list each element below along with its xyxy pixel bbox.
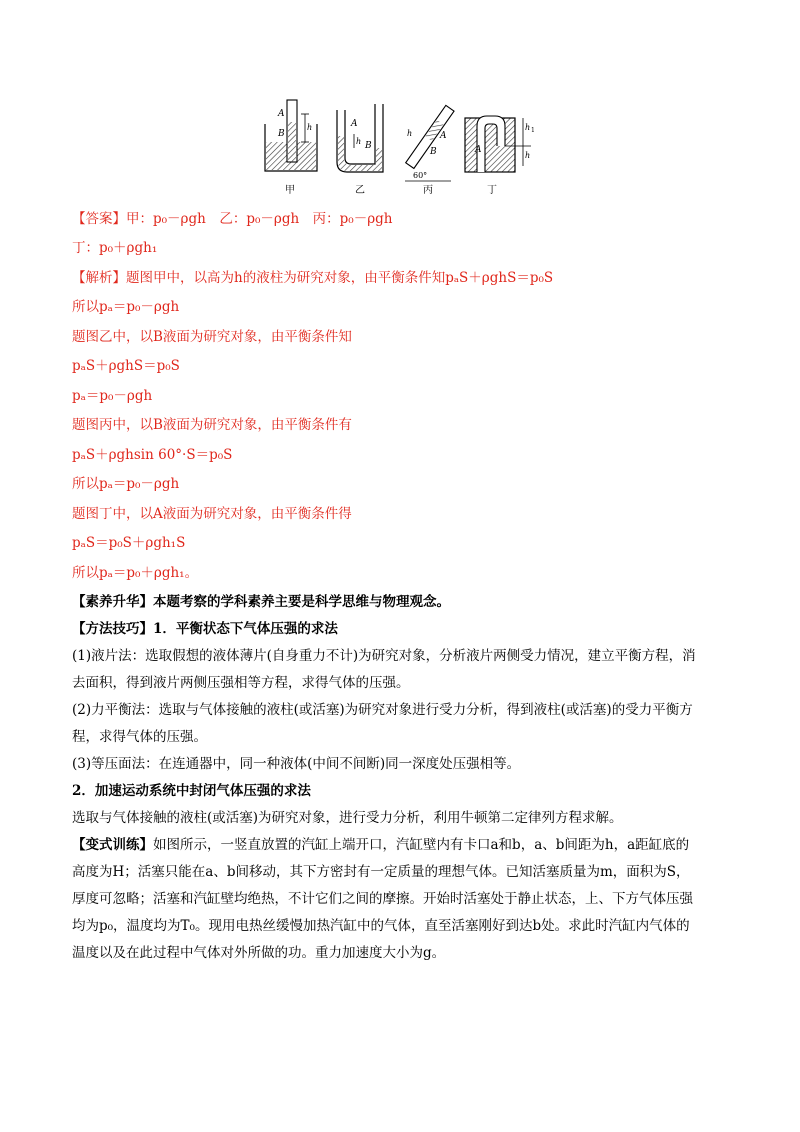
answer-line-2: 丁：p₀＋ρgh₁ <box>72 240 158 256</box>
diagram-bing <box>405 105 454 181</box>
caption-ding: 丁 <box>487 185 497 196</box>
exercise-line-4: 均为p₀，温度均为T₀。现用电热丝缓慢加热汽缸中的气体，直至活塞刚好到达b处。求此时汽缸内气体的 <box>72 918 690 934</box>
exercise-line-3: 厚度可忽略；活塞和汽缸壁均绝热，不计它们之间的摩擦。开始时活塞处于静止状态，上、下方气体压强 <box>72 891 693 907</box>
caption-jia: 甲 <box>285 185 295 196</box>
analysis-line-8: 所以pₐ＝p₀－ρgh <box>72 476 180 492</box>
method-title-2: 2．加速运动系统中封闭气体压强的求法 <box>72 783 311 799</box>
caption-bing: 丙 <box>423 185 433 196</box>
ding-label-h1: h <box>525 123 531 132</box>
analysis-line-2: 所以pₐ＝p₀－ρgh <box>72 299 180 315</box>
answer-text-1: 甲：p₀－ρgh 乙：p₀－ρgh 丙：p₀－ρgh <box>126 211 393 227</box>
jia-label-a: A <box>278 109 285 119</box>
exercise-line-2: 高度为H；活塞只能在a、b间移动，其下方密封有一定质量的理想气体。已知活塞质量为m，面积为S， <box>72 864 690 880</box>
jia-label-b: B <box>278 129 285 139</box>
pressure-diagrams-figure <box>255 96 545 196</box>
bing-label-b: B <box>430 147 437 157</box>
analysis-line-7: pₐS＋ρghsin 60°·S＝p₀S <box>72 447 233 463</box>
diagram-yi <box>337 104 383 172</box>
bing-label-angle: 60° <box>413 171 428 180</box>
analysis-line-11: 所以pₐ＝p₀＋ρgh₁。 <box>72 565 199 581</box>
method-p1-line-1: (1)液片法：选取假想的液体薄片(自身重力不计)为研究对象，分析液片两侧受力情况，建立平衡方程，消 <box>72 648 696 664</box>
bing-label-a: A <box>440 131 447 141</box>
analysis-line-9: 题图丁中，以A液面为研究对象，由平衡条件得 <box>72 506 352 522</box>
answer-tag: 【答案】 <box>72 211 126 227</box>
method-p4: 选取与气体接触的液柱(或活塞)为研究对象，进行受力分析，利用牛顿第二定律列方程求解。 <box>72 810 623 826</box>
caption-yi: 乙 <box>355 185 365 196</box>
ding-label-a: A <box>475 145 482 155</box>
ding-label-h: h <box>525 151 531 160</box>
jia-label-h: h <box>307 123 313 132</box>
exercise-text-1: 如图所示，一竖直放置的汽缸上端开口，汽缸壁内有卡口a和b，a、b间距为h，a距缸底的 <box>153 837 690 853</box>
ding-label-sub1: 1 <box>531 127 535 134</box>
method-title: 【方法技巧】1．平衡状态下气体压强的求法 <box>72 621 338 637</box>
exercise-line-1 <box>72 835 689 855</box>
exercise-line-5: 温度以及在此过程中气体对外所做的功。重力加速度大小为g。 <box>72 945 446 961</box>
method-p1-line-2: 去面积，得到液片两侧压强相等方程，求得气体的压强。 <box>72 675 410 691</box>
analysis-text-1: 题图甲中，以高为h的液柱为研究对象，由平衡条件知pₐS＋ρghS＝p₀S <box>126 270 554 286</box>
analysis-tag: 【解析】 <box>72 270 126 286</box>
analysis-line-4: pₐS＋ρghS＝p₀S <box>72 358 180 374</box>
analysis-line-10: pₐS＝p₀S＋ρgh₁S <box>72 535 186 551</box>
analysis-line-6: 题图丙中，以B液面为研究对象，由平衡条件有 <box>72 417 352 433</box>
yi-label-h: h <box>356 137 362 146</box>
answer-line-1 <box>72 209 392 229</box>
method-p3: (3)等压面法：在连通器中，同一种液体(中间不间断)同一深度处压强相等。 <box>72 756 521 772</box>
diagrams-svg <box>255 96 545 196</box>
method-p2-line-1: (2)力平衡法：选取与气体接触的液柱(或活塞)为研究对象进行受力分析，得到液柱(或活塞)的受力平衡方 <box>72 702 693 718</box>
diagram-ding <box>465 116 535 172</box>
bing-label-h: h <box>407 129 413 138</box>
diagram-jia <box>265 100 317 171</box>
analysis-line-1 <box>72 268 553 288</box>
method-p2-line-2: 程，求得气体的压强。 <box>72 729 207 745</box>
exercise-tag: 【变式训练】 <box>72 837 153 853</box>
analysis-line-3: 题图乙中，以B液面为研究对象，由平衡条件知 <box>72 329 352 345</box>
analysis-line-5: pₐ＝p₀－ρgh <box>72 388 153 404</box>
literacy-line: 【素养升华】本题考察的学科素养主要是科学思维与物理观念。 <box>72 594 450 610</box>
yi-label-b: B <box>365 141 372 151</box>
yi-label-a: A <box>351 119 358 129</box>
